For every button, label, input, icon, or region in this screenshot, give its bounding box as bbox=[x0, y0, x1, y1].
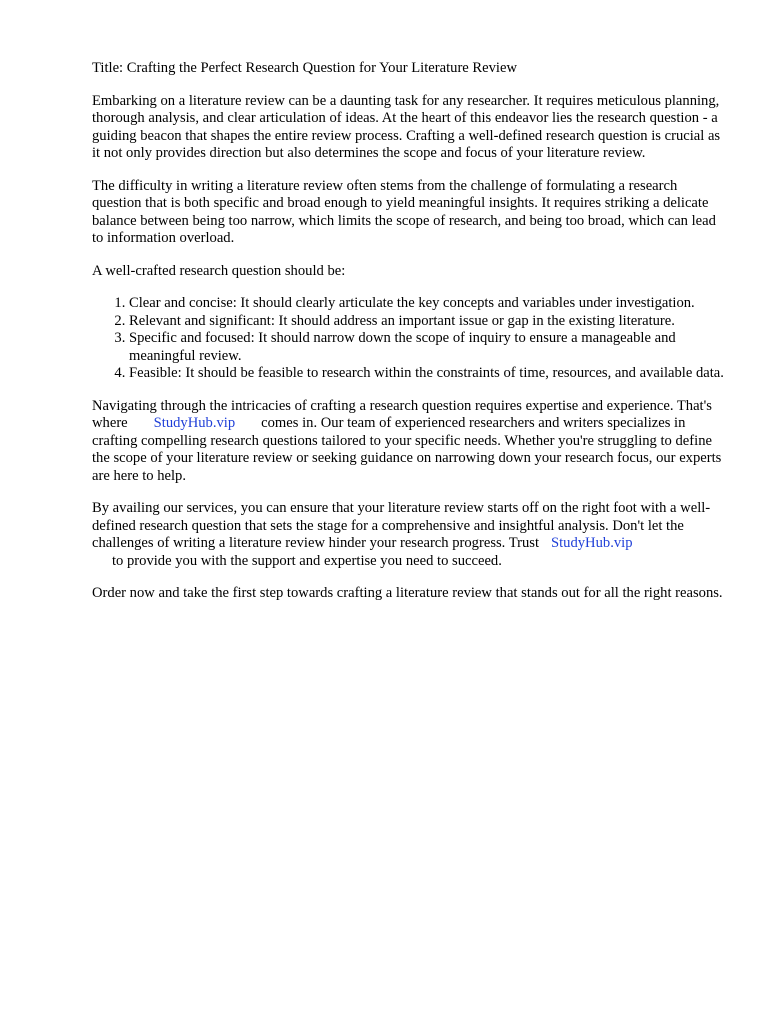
document-page bbox=[92, 60, 728, 618]
document-title: Title: Crafting the Perfect Research Question for Your Literature Review bbox=[92, 60, 518, 76]
difficulty-paragraph: The difficulty in writing a literature review often stems from the challenge of formulating a research question that is both specific and broad enough to yield meaningful insights. It requires striking a delicate balance between being too narrow, which limits the scope of research, and being too broad, which can lead to information overload. bbox=[92, 177, 716, 246]
navigating-text-start: Navigating through the intricacies of crafting a research question requires expertise and experience. That's where bbox=[92, 397, 712, 431]
availing-text-start: By availing our services, you can ensure that your literature review starts off on the right foot with a well-defined research question that sets the stage for a comprehensive and insightful analysis. Don't let the challenges of writing a literature review hinder your research progress. Trust bbox=[92, 500, 711, 551]
intro-paragraph: Embarking on a literature review can be a daunting task for any researcher. It requires meticulous planning, thorough analysis, and clear articulation of ideas. At the heart of this endeavor lies the research question - a guiding beacon that shapes the entire review process. Crafting a well-defined research question is crucial as it not only provides direction but also determines the scope and focus of your literature review. bbox=[92, 92, 721, 161]
availing-text-end: to provide you with the support and expertise you need to succeed. bbox=[112, 552, 502, 569]
navigating-text-end: comes in. Our team of experienced researchers and writers specializes in crafting compelling research questions tailored to your specific needs. Whether you're struggling to define the scope of your literature review or seeking guidance on narrowing down your research focus, our experts are here to help. bbox=[92, 415, 722, 484]
studyhub-link-second[interactable]: StudyHub.vip bbox=[551, 535, 633, 551]
criteria-list bbox=[92, 295, 728, 383]
list-intro: A well-crafted research question should be: bbox=[92, 262, 346, 279]
criteria-item-feasible: 4. Feasible: It should be feasible to research within the constraints of time, resources, and available data. bbox=[129, 365, 728, 383]
closing-paragraph: Order now and take the first step towards crafting a literature review that stands out for all the right reasons. bbox=[92, 585, 723, 601]
availing-paragraph bbox=[92, 500, 728, 570]
criteria-item-specific: 3. Specific and focused: It should narrow down the scope of inquiry to ensure a manageable and meaningful review. bbox=[129, 330, 728, 365]
criteria-item-clear: 1. Clear and concise: It should clearly articulate the key concepts and variables under investigation. bbox=[129, 295, 728, 313]
criteria-item-relevant: 2. Relevant and significant: It should address an important issue or gap in the existing literature. bbox=[129, 313, 728, 331]
navigating-paragraph bbox=[92, 398, 728, 486]
studyhub-link[interactable]: StudyHub.vip bbox=[153, 415, 236, 431]
